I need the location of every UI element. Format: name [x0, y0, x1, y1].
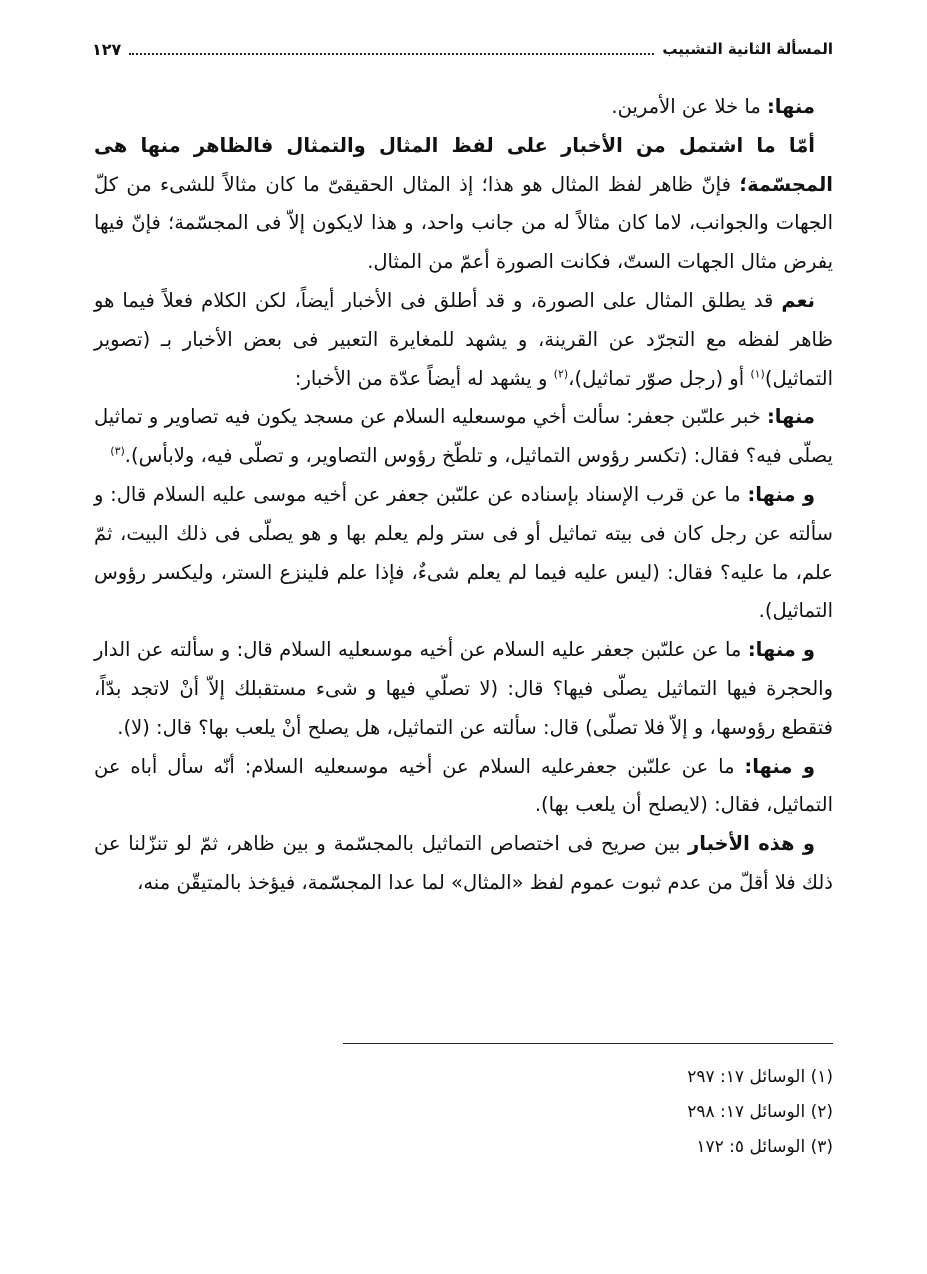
paragraph-lead: منها:	[766, 405, 815, 429]
paragraph-text: قد يطلق المثال على الصورة، و قد أطلق فى الأخبار أيضاً، لكن الكلام فعلاً فيما هو ظاهر لفظه مع التجرّد عن القرينة، و يشهد للمغايرة التعبير فى بعض الأخبار بـ (تصوير التماثيل)	[94, 288, 833, 390]
paragraph	[94, 476, 833, 631]
paragraph-text: أو (رجل صوّر تماثيل)،	[568, 366, 751, 390]
paragraph-text: ما عن علىّبن جعفرعليه السلام عن أخيه موسىعليه السلام: أنّه سأل أباه عن التماثيل، فقال: (لايصلح أن يلعب بها).	[94, 754, 833, 817]
paragraph-text: ما عن علىّبن جعفر عليه السلام عن أخيه موسىعليه السلام قال: و سألته عن الدار والحجرة فيها التماثيل يصلّى فيها؟ قال: (لا تصلّي فيها و شىء مستقبلك إلاّ أنْ لاتجد بدّاً، فتقطع رؤوسها، و إلاّ فلا تصلّى) قال: سألته عن التماثيل، هل يصلح أنْ يلعب بها؟ قال: (لا).	[94, 638, 833, 739]
paragraph-lead: و منها:	[747, 482, 815, 506]
paragraph-text: خبر علىّبن جعفر: سألت أخي موسىعليه السلام عن مسجد يكون فيه تصاوير و تماثيل يصلّى فيه؟ فقال: (تكسر رؤوس التماثيل، و تلطّخ رؤوس التصاوير، و تصلّى فيه، ولابأس).	[94, 405, 833, 468]
main-text	[94, 88, 833, 903]
footnote-ref[interactable]: (٢)	[553, 367, 569, 381]
footnote-divider	[343, 1043, 833, 1044]
paragraph	[94, 88, 833, 127]
page-number: ١٢٧	[92, 39, 122, 59]
paragraph	[94, 825, 833, 903]
paragraph	[94, 282, 833, 398]
paragraph	[94, 748, 833, 826]
footnotes	[520, 1060, 833, 1165]
paragraph-lead: أمّا ما اشتمل من الأخبار على لفظ المثال والتمثال فالظاهر منها هى المجسّمة؛	[94, 133, 833, 196]
paragraph-lead: نعم	[781, 288, 815, 312]
paragraph-text: فإنّ ظاهر لفظ المثال هو هذا؛ إذ المثال الحقيقىّ ما كان مثالاً للشىء من كلّ الجهات والجوانب، لاما كان مثالاً له من جانب واحد، و هذا لايكون إلاّ فى المجسّمة؛ فإنّ فيها يفرض مثال الجهات الستّ، فكانت الصورة أعمّ من المثال.	[94, 172, 833, 274]
paragraph-lead: منها:	[766, 95, 815, 118]
paragraph-text: بين صريح فى اختصاص التماثيل بالمجسّمة و بين ظاهر، ثمّ لو تنزّلنا عن ذلك فلا أقلّ من عدم ثبوت عموم لفظ «المثال» لما عدا المجسّمة، فيؤخذ بالمتيقّن منه،	[94, 832, 833, 894]
paragraph-lead: و منها:	[744, 754, 816, 778]
paragraph-lead: و هذه الأخبار	[688, 832, 815, 856]
footnote-ref[interactable]: (٣)	[110, 444, 125, 458]
paragraph-text: و يشهد له أيضاً عدّة من الأخبار:	[294, 366, 554, 390]
paragraph-lead: و منها:	[747, 638, 816, 662]
footnote: (٢) الوسائل ١٧: ٢٩٨	[687, 1102, 833, 1122]
paragraph-text: ما عن قرب الإسناد بإسناده عن علىّبن جعفر عن أخيه موسى عليه السلام قال: و سألته عن رجل كان فى بيته تماثيل أو فى ستر ولم يعلم بها و هو يصلّى فى ذلك البيت، ثمّ علم، ما عليه؟ فقال: (ليس عليه فيما لم يعلم شىءٌ، فإذا علم فلينزع الستر، وليكسر رؤوس التماثيل).	[94, 482, 833, 623]
paragraph	[94, 398, 833, 476]
footnote: (٣) الوسائل ٥: ١٧٢	[696, 1137, 833, 1157]
paragraph-text: ما خلا عن الأمرين.	[611, 95, 767, 118]
chapter-title: المسألة الثانية التشبيب	[662, 40, 833, 58]
footnote-ref[interactable]: (١)	[750, 367, 765, 381]
footnote: (١) الوسائل ١٧: ٢٩٧	[687, 1067, 833, 1087]
paragraph	[94, 127, 833, 282]
leader-dots	[129, 51, 654, 55]
paragraph	[94, 631, 833, 747]
running-head	[92, 34, 833, 64]
